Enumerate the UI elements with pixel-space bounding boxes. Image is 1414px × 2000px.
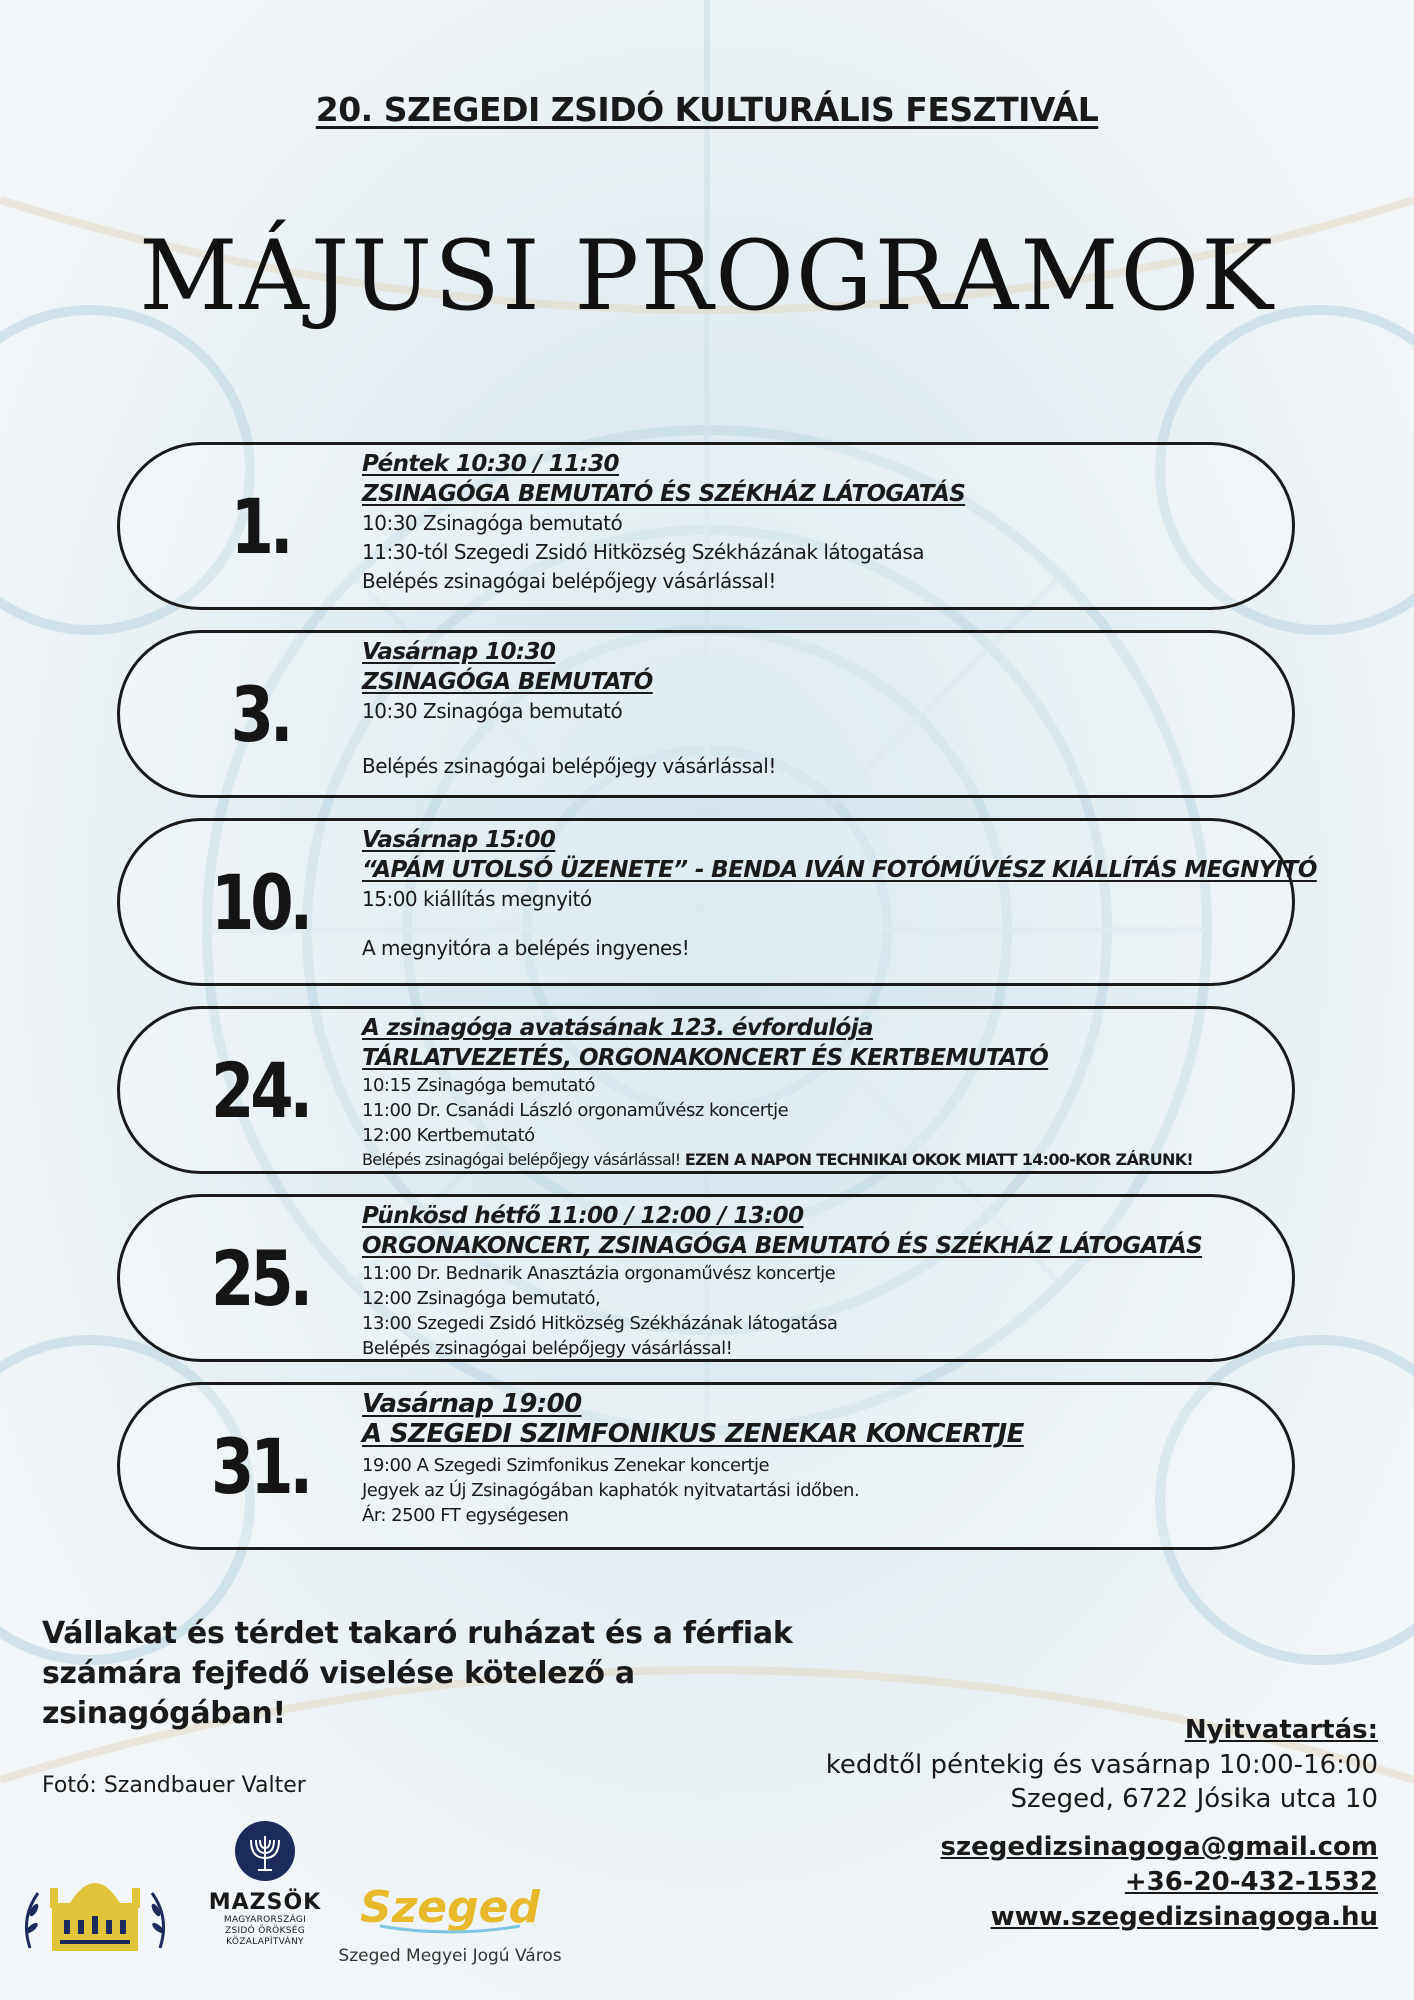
dress-code-notice: [42, 1614, 842, 1734]
event-line: 10:30 Zsinagóga bemutató: [362, 699, 623, 723]
event-title: A SZEGEDI SZIMFONIKUS ZENEKAR KONCERTJE: [362, 1419, 1024, 1449]
event-line: 10:15 Zsinagóga bemutató: [362, 1075, 595, 1096]
synagogue-logo-icon: [20, 1858, 170, 1958]
event-day: 25.: [210, 1233, 310, 1323]
email-link[interactable]: szegedizsinagoga@gmail.com: [940, 1832, 1378, 1862]
event-line: Ár: 2500 FT egységesen: [362, 1505, 569, 1526]
event-day: 24.: [210, 1045, 310, 1135]
event-day: 3.: [230, 669, 290, 759]
event-day: 31.: [210, 1421, 310, 1511]
event-time: A zsinagóga avatásának 123. évfordulója: [362, 1015, 873, 1041]
event-content: [362, 825, 1317, 963]
szeged-city-name: Szeged Megyei Jogú Város: [338, 1946, 562, 1966]
mazsok-subtitle: KÖZALAPÍTVÁNY: [226, 1937, 304, 1947]
mazsok-subtitle: MAGYARORSZÁGI: [223, 1915, 307, 1925]
closing-warning: EZEN A NAPON TECHNIKAI OKOK MIATT 14:00-KOR ZÁRUNK!: [684, 1150, 1194, 1169]
event-content: [362, 1201, 1282, 1361]
event-time: Vasárnap 10:30: [362, 639, 556, 665]
event-card: [117, 1194, 1295, 1362]
event-time: Pünkösd hétfő 11:00 / 12:00 / 13:00: [362, 1203, 804, 1229]
entry-note: Belépés zsinagógai belépőjegy vásárlással!: [362, 1150, 681, 1169]
address: Szeged, 6722 Jósika utca 10: [1010, 1784, 1378, 1814]
event-day: 10.: [210, 857, 310, 947]
svg-text:Szeged: Szeged: [360, 1882, 540, 1933]
event-card: [117, 1006, 1295, 1174]
event-line: Jegyek az Új Zsinagógában kaphatók nyitvatartási időben.: [362, 1480, 860, 1501]
event-card: [117, 630, 1295, 798]
logos: [20, 1820, 580, 1990]
event-title: TÁRLATVEZETÉS, ORGONAKONCERT ÉS KERTBEMUTATÓ: [362, 1045, 1049, 1071]
opening-hours-title: Nyitvatartás:: [1184, 1715, 1378, 1745]
event-line: 12:00 Kertbemutató: [362, 1125, 535, 1146]
dress-code-line: zsinagógában!: [42, 1696, 286, 1731]
opening-hours: keddtől péntekig és vasárnap 10:00-16:00: [825, 1750, 1378, 1780]
event-content: [362, 1013, 1282, 1172]
event-line: 11:00 Dr. Bednarik Anasztázia orgonaművész koncertje: [362, 1263, 836, 1284]
event-time: Péntek 10:30 / 11:30: [362, 451, 619, 477]
event-line: 11:00 Dr. Csanádi László orgonaművész koncertje: [362, 1100, 789, 1121]
event-line: Belépés zsinagógai belépőjegy vásárlással!: [362, 754, 776, 778]
event-line: [362, 1148, 1282, 1172]
event-time: Vasárnap 15:00: [362, 827, 556, 853]
mazsok-logo: [205, 1820, 325, 1985]
phone-link[interactable]: +36-20-432-1532: [1124, 1867, 1378, 1897]
menorah-icon: [234, 1820, 296, 1882]
event-title: ZSINAGÓGA BEMUTATÓ: [362, 669, 653, 695]
event-title: ORGONAKONCERT, ZSINAGÓGA BEMUTATÓ ÉS SZÉKHÁZ LÁTOGATÁS: [362, 1233, 1203, 1259]
event-content: [362, 1389, 1282, 1528]
event-line: 10:30 Zsinagóga bemutató: [362, 511, 623, 535]
dress-code-line: számára fejfedő viselése kötelező a: [42, 1656, 635, 1691]
event-line: 12:00 Zsinagóga bemutató,: [362, 1288, 601, 1309]
szeged-wordmark: [360, 1880, 540, 1936]
event-card: [117, 1382, 1295, 1550]
event-line: A megnyitóra a belépés ingyenes!: [362, 936, 690, 960]
mazsok-name: MAZSÖK: [208, 1890, 322, 1915]
event-title: ZSINAGÓGA BEMUTATÓ ÉS SZÉKHÁZ LÁTOGATÁS: [362, 481, 966, 507]
event-day: 1.: [230, 481, 290, 571]
szeged-city-logo: [325, 1880, 575, 1990]
dress-code-line: Vállakat és térdet takaró ruházat és a férfiak: [42, 1616, 793, 1651]
page-title: MÁJUSI PROGRAMOK: [139, 220, 1275, 332]
festival-title: 20. SZEGEDI ZSIDÓ KULTURÁLIS FESZTIVÁL: [315, 90, 1099, 129]
event-content: [362, 449, 1282, 596]
event-line: Belépés zsinagógai belépőjegy vásárlással!: [362, 569, 776, 593]
event-line: Belépés zsinagógai belépőjegy vásárlással!: [362, 1338, 733, 1359]
event-card: [117, 818, 1317, 986]
event-content: [362, 637, 1282, 781]
photo-credit: Fotó: Szandbauer Valter: [42, 1773, 306, 1798]
event-card: [117, 442, 1295, 610]
event-line: 19:00 A Szegedi Szimfonikus Zenekar koncertje: [362, 1455, 770, 1476]
event-time: Vasárnap 19:00: [362, 1389, 582, 1419]
event-line: 13:00 Szegedi Zsidó Hitközség Székházának látogatása: [362, 1313, 838, 1334]
event-line: 15:00 kiállítás megnyitó: [362, 887, 592, 911]
event-title: “APÁM UTOLSÓ ÜZENETE” - BENDA IVÁN FOTÓMŰVÉSZ KIÁLLÍTÁS MEGNYITÓ: [362, 857, 1317, 883]
mazsok-subtitle: ZSIDÓ ÖRÖKSÉG: [224, 1926, 305, 1936]
info-block: [826, 1712, 1378, 1935]
website-link[interactable]: www.szegedizsinagoga.hu: [990, 1902, 1378, 1932]
event-line: 11:30-tól Szegedi Zsidó Hitközség Székházának látogatása: [362, 540, 924, 564]
